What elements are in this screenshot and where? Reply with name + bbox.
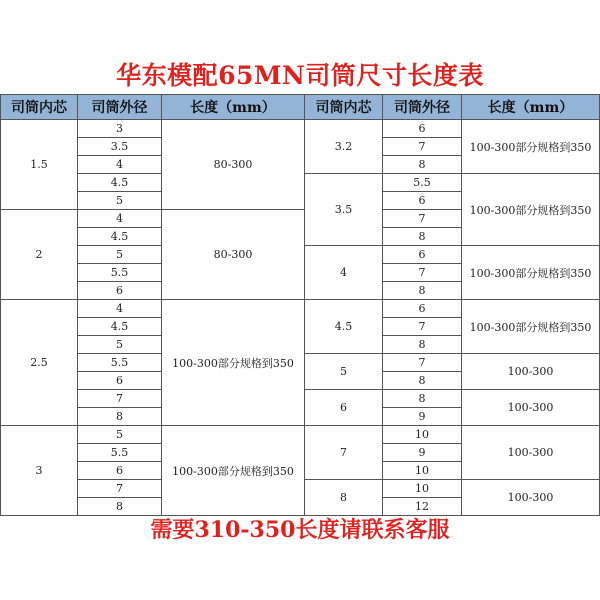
length-cell: 80-300 <box>162 120 305 210</box>
outer-diameter-cell: 9 <box>383 444 462 462</box>
inner-diameter-cell: 4 <box>305 246 383 300</box>
outer-diameter-cell: 3.5 <box>78 138 162 156</box>
header-cell: 司筒内芯 <box>0 94 78 120</box>
outer-diameter-cell: 6 <box>78 282 162 300</box>
outer-diameter-cell: 6 <box>383 246 462 264</box>
inner-diameter-cell: 3.2 <box>305 120 383 174</box>
outer-diameter-cell: 4 <box>78 156 162 174</box>
inner-diameter-cell: 6 <box>305 390 383 426</box>
outer-diameter-cell: 10 <box>383 462 462 480</box>
outer-diameter-cell: 5.5 <box>78 264 162 282</box>
outer-diameter-cell: 6 <box>78 462 162 480</box>
outer-diameter-cell: 4 <box>78 210 162 228</box>
page-title: 华东模配65MN司筒尺寸长度表 <box>116 61 484 90</box>
inner-diameter-cell: 3.5 <box>305 174 383 246</box>
outer-diameter-cell: 5.5 <box>78 444 162 462</box>
outer-diameter-cell: 6 <box>383 192 462 210</box>
outer-diameter-cell: 8 <box>78 498 162 516</box>
outer-diameter-cell: 7 <box>383 210 462 228</box>
outer-diameter-cell: 8 <box>383 336 462 354</box>
header-cell: 长度（mm） <box>162 94 305 120</box>
outer-diameter-cell: 7 <box>383 138 462 156</box>
header-cell: 司筒内芯 <box>305 94 383 120</box>
outer-diameter-cell: 5 <box>78 246 162 264</box>
length-cell: 100-300部分规格到350 <box>162 300 305 426</box>
outer-diameter-cell: 8 <box>78 408 162 426</box>
outer-diameter-cell: 7 <box>383 354 462 372</box>
outer-diameter-cell: 5.5 <box>78 354 162 372</box>
header-cell: 司筒外径 <box>383 94 462 120</box>
outer-diameter-cell: 4.5 <box>78 174 162 192</box>
length-cell: 100-300部分规格到350 <box>162 426 305 516</box>
outer-diameter-cell: 3 <box>78 120 162 138</box>
outer-diameter-cell: 7 <box>383 318 462 336</box>
outer-diameter-cell: 8 <box>383 228 462 246</box>
inner-diameter-cell: 1.5 <box>0 120 78 210</box>
inner-diameter-cell: 8 <box>305 480 383 516</box>
footer-note: 需要310-350长度请联系客服 <box>150 517 450 543</box>
outer-diameter-cell: 6 <box>383 120 462 138</box>
inner-diameter-cell: 3 <box>0 426 78 516</box>
header-cell: 司筒外径 <box>78 94 162 120</box>
length-cell: 100-300部分规格到350 <box>462 120 600 174</box>
inner-diameter-cell: 4.5 <box>305 300 383 354</box>
outer-diameter-cell: 7 <box>78 390 162 408</box>
outer-diameter-cell: 7 <box>78 480 162 498</box>
length-cell: 100-300 <box>462 426 600 480</box>
outer-diameter-cell: 7 <box>383 264 462 282</box>
outer-diameter-cell: 8 <box>383 390 462 408</box>
inner-diameter-cell: 2 <box>0 210 78 300</box>
length-cell: 80-300 <box>162 210 305 300</box>
length-cell: 100-300部分规格到350 <box>462 300 600 354</box>
length-cell: 100-300 <box>462 480 600 516</box>
inner-diameter-cell: 7 <box>305 426 383 480</box>
outer-diameter-cell: 10 <box>383 426 462 444</box>
inner-diameter-cell: 5 <box>305 354 383 390</box>
outer-diameter-cell: 6 <box>383 300 462 318</box>
length-cell: 100-300 <box>462 354 600 390</box>
outer-diameter-cell: 9 <box>383 408 462 426</box>
outer-diameter-cell: 8 <box>383 156 462 174</box>
header-cell: 长度（mm） <box>462 94 600 120</box>
inner-diameter-cell: 2.5 <box>0 300 78 426</box>
outer-diameter-cell: 8 <box>383 282 462 300</box>
outer-diameter-cell: 5.5 <box>383 174 462 192</box>
outer-diameter-cell: 10 <box>383 480 462 498</box>
outer-diameter-cell: 4 <box>78 300 162 318</box>
outer-diameter-cell: 4.5 <box>78 318 162 336</box>
outer-diameter-cell: 6 <box>78 372 162 390</box>
outer-diameter-cell: 4.5 <box>78 228 162 246</box>
outer-diameter-cell: 5 <box>78 192 162 210</box>
length-cell: 100-300部分规格到350 <box>462 246 600 300</box>
length-cell: 100-300部分规格到350 <box>462 174 600 246</box>
outer-diameter-cell: 12 <box>383 498 462 516</box>
outer-diameter-cell: 8 <box>383 372 462 390</box>
length-cell: 100-300 <box>462 390 600 426</box>
outer-diameter-cell: 5 <box>78 336 162 354</box>
outer-diameter-cell: 5 <box>78 426 162 444</box>
